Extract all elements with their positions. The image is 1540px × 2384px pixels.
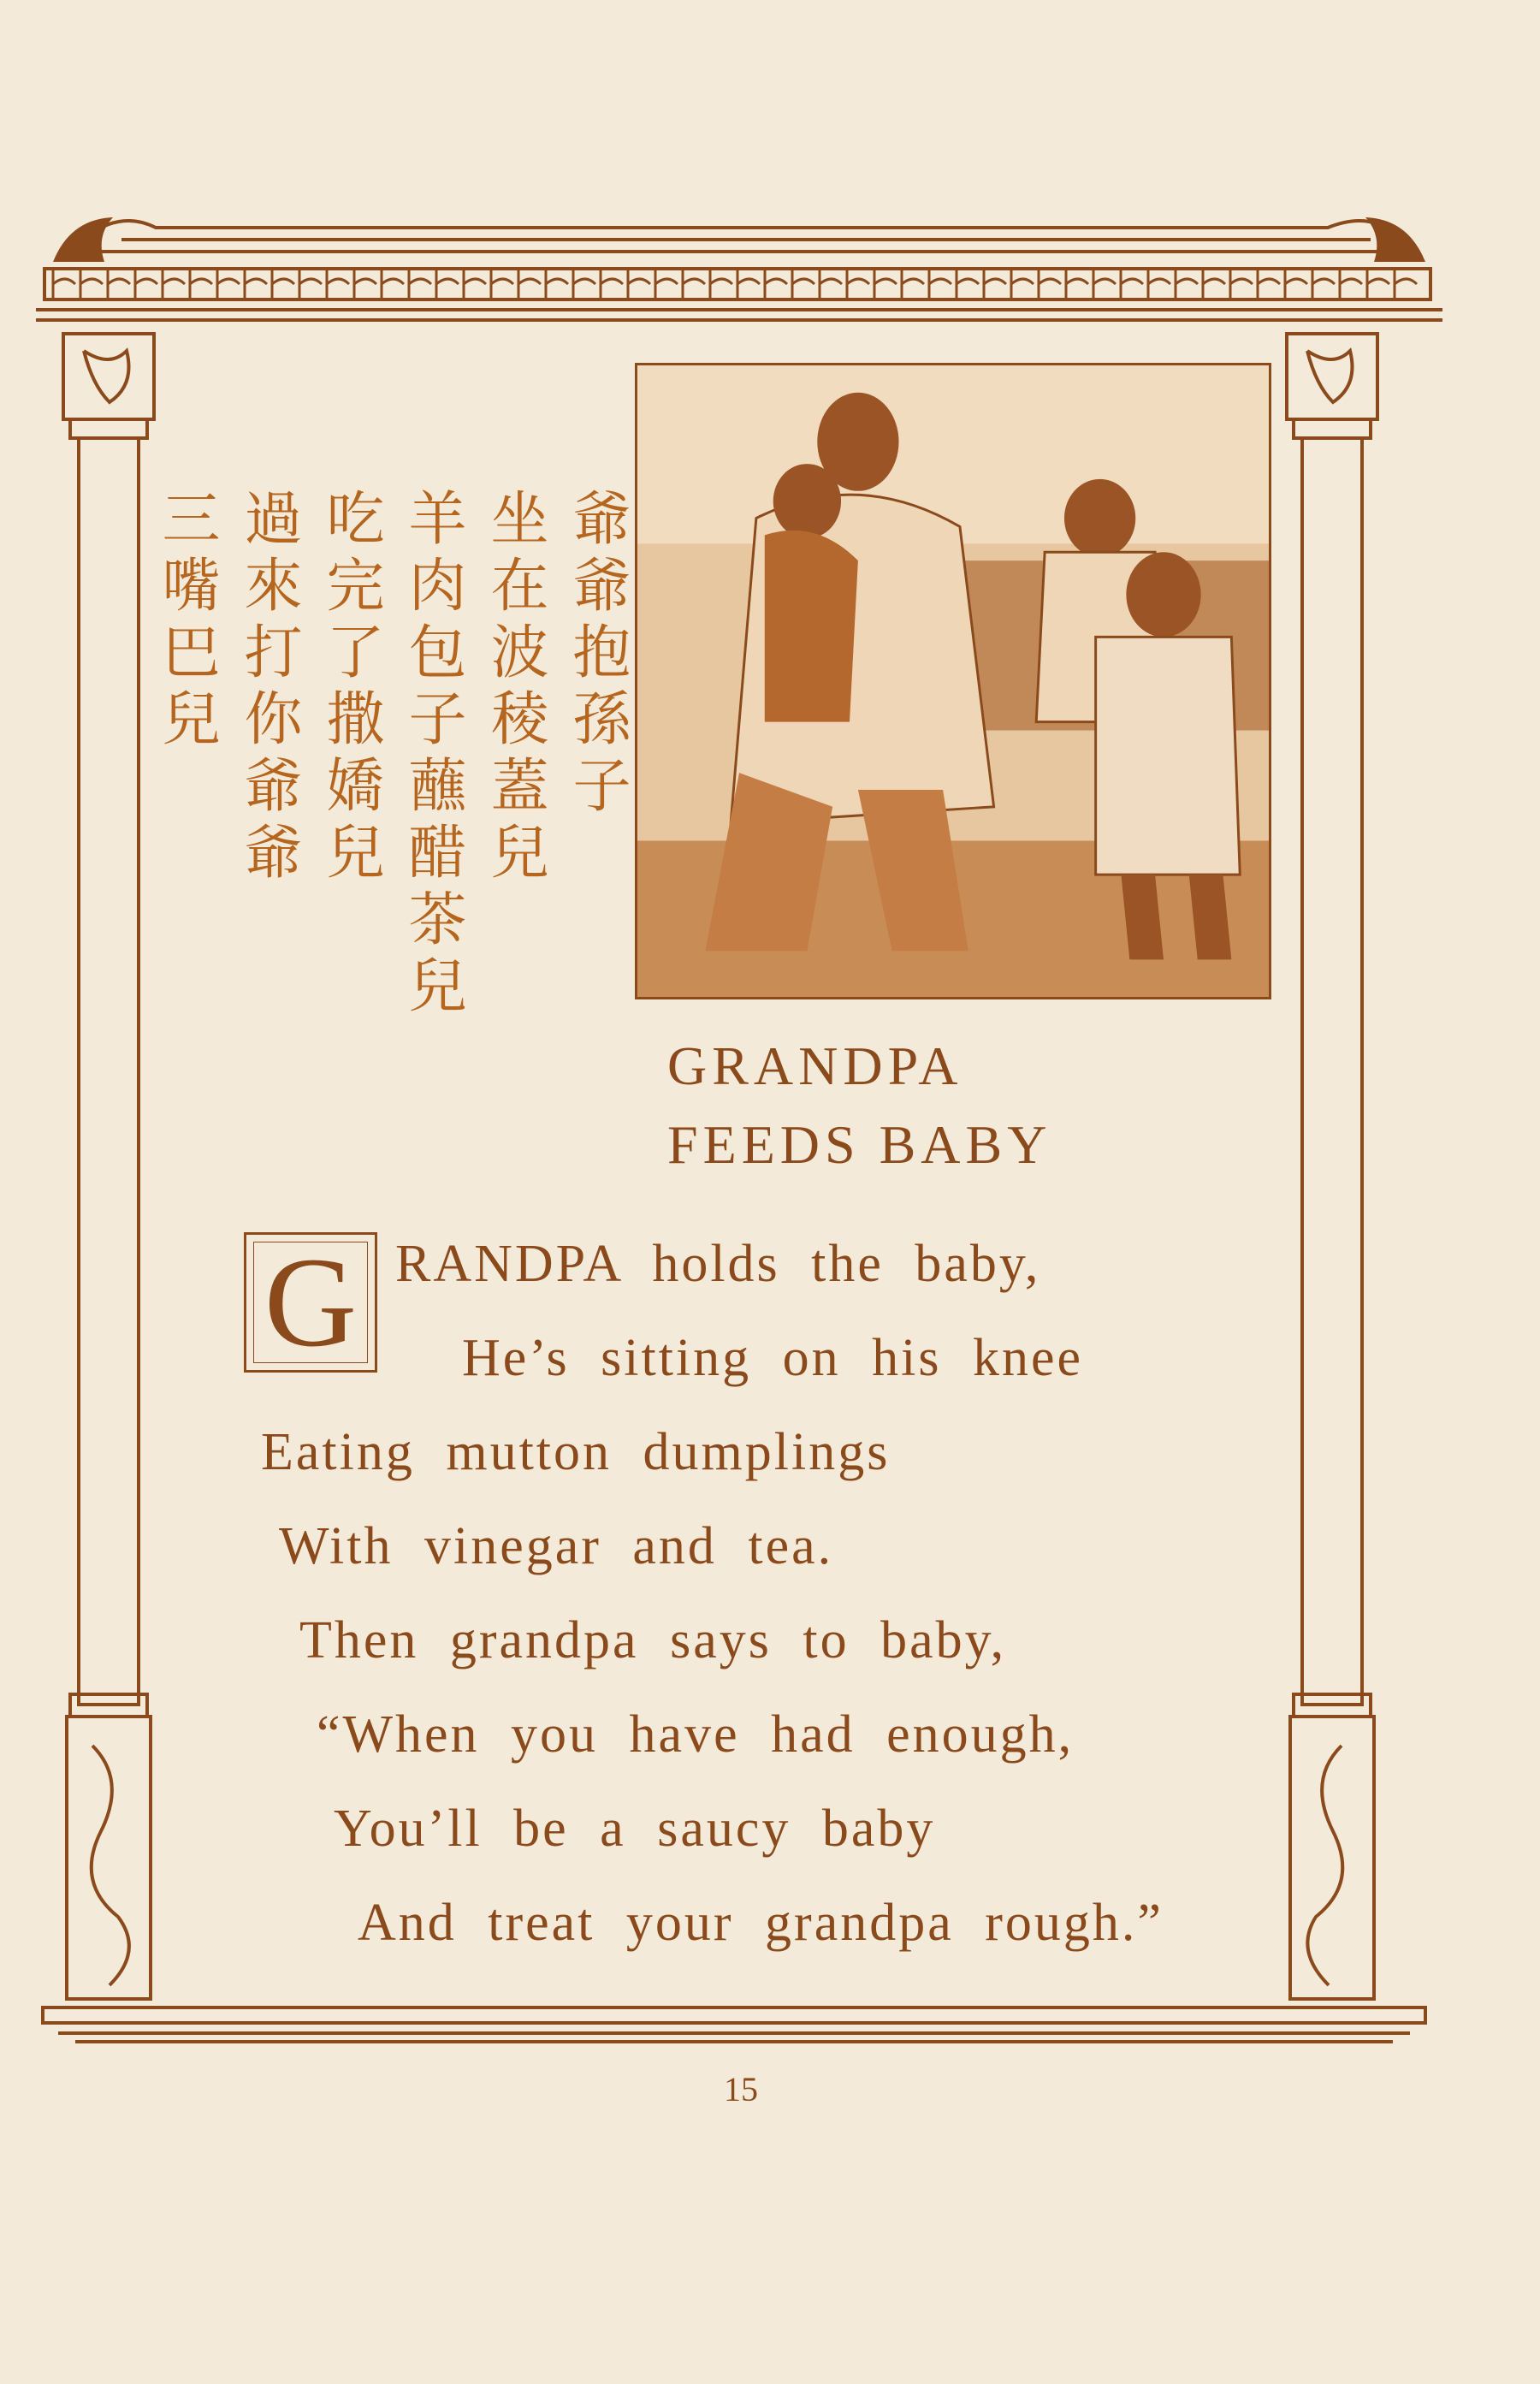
chinese-column: 過來打你爺爺 bbox=[234, 488, 302, 888]
chinese-column: 三嘴巴兒 bbox=[152, 488, 220, 755]
chinese-column: 羊肉包子蘸醋茶兒 bbox=[399, 488, 466, 1022]
chinese-column: 坐在波稜蓋兒 bbox=[481, 488, 548, 888]
photo-illustration bbox=[637, 365, 1269, 997]
title-line-1: GRANDPA bbox=[667, 1035, 963, 1096]
chinese-column: 爺爺抱孫子 bbox=[563, 488, 631, 821]
poem-line: “When you have had enough, bbox=[317, 1705, 1075, 1764]
poem-line: And treat your grandpa rough.” bbox=[358, 1894, 1164, 1952]
pagoda-roof-ornament bbox=[36, 202, 1442, 330]
poem-line: He’s sitting on his knee bbox=[462, 1329, 1084, 1387]
chinese-poem bbox=[152, 488, 637, 1138]
poem-line: With vinegar and tea. bbox=[279, 1517, 834, 1575]
poem-line: Then grandpa says to baby, bbox=[299, 1611, 1007, 1669]
title-line-2: FEEDS BABY bbox=[667, 1114, 1052, 1175]
drop-cap: G bbox=[244, 1232, 377, 1373]
frame-base bbox=[41, 2004, 1427, 2055]
poem-line: RANDPA holds the baby, bbox=[395, 1235, 1041, 1293]
poem-title bbox=[667, 1027, 1051, 1184]
poem-line: You’ll be a saucy baby bbox=[334, 1800, 936, 1858]
photograph-grandpa-with-children bbox=[635, 363, 1271, 999]
chinese-column: 吃完了撒嬌兒 bbox=[317, 488, 384, 888]
page-number: 15 bbox=[724, 2070, 758, 2108]
poem-line: Eating mutton dumplings bbox=[261, 1423, 891, 1481]
right-pillar bbox=[1282, 325, 1383, 2019]
